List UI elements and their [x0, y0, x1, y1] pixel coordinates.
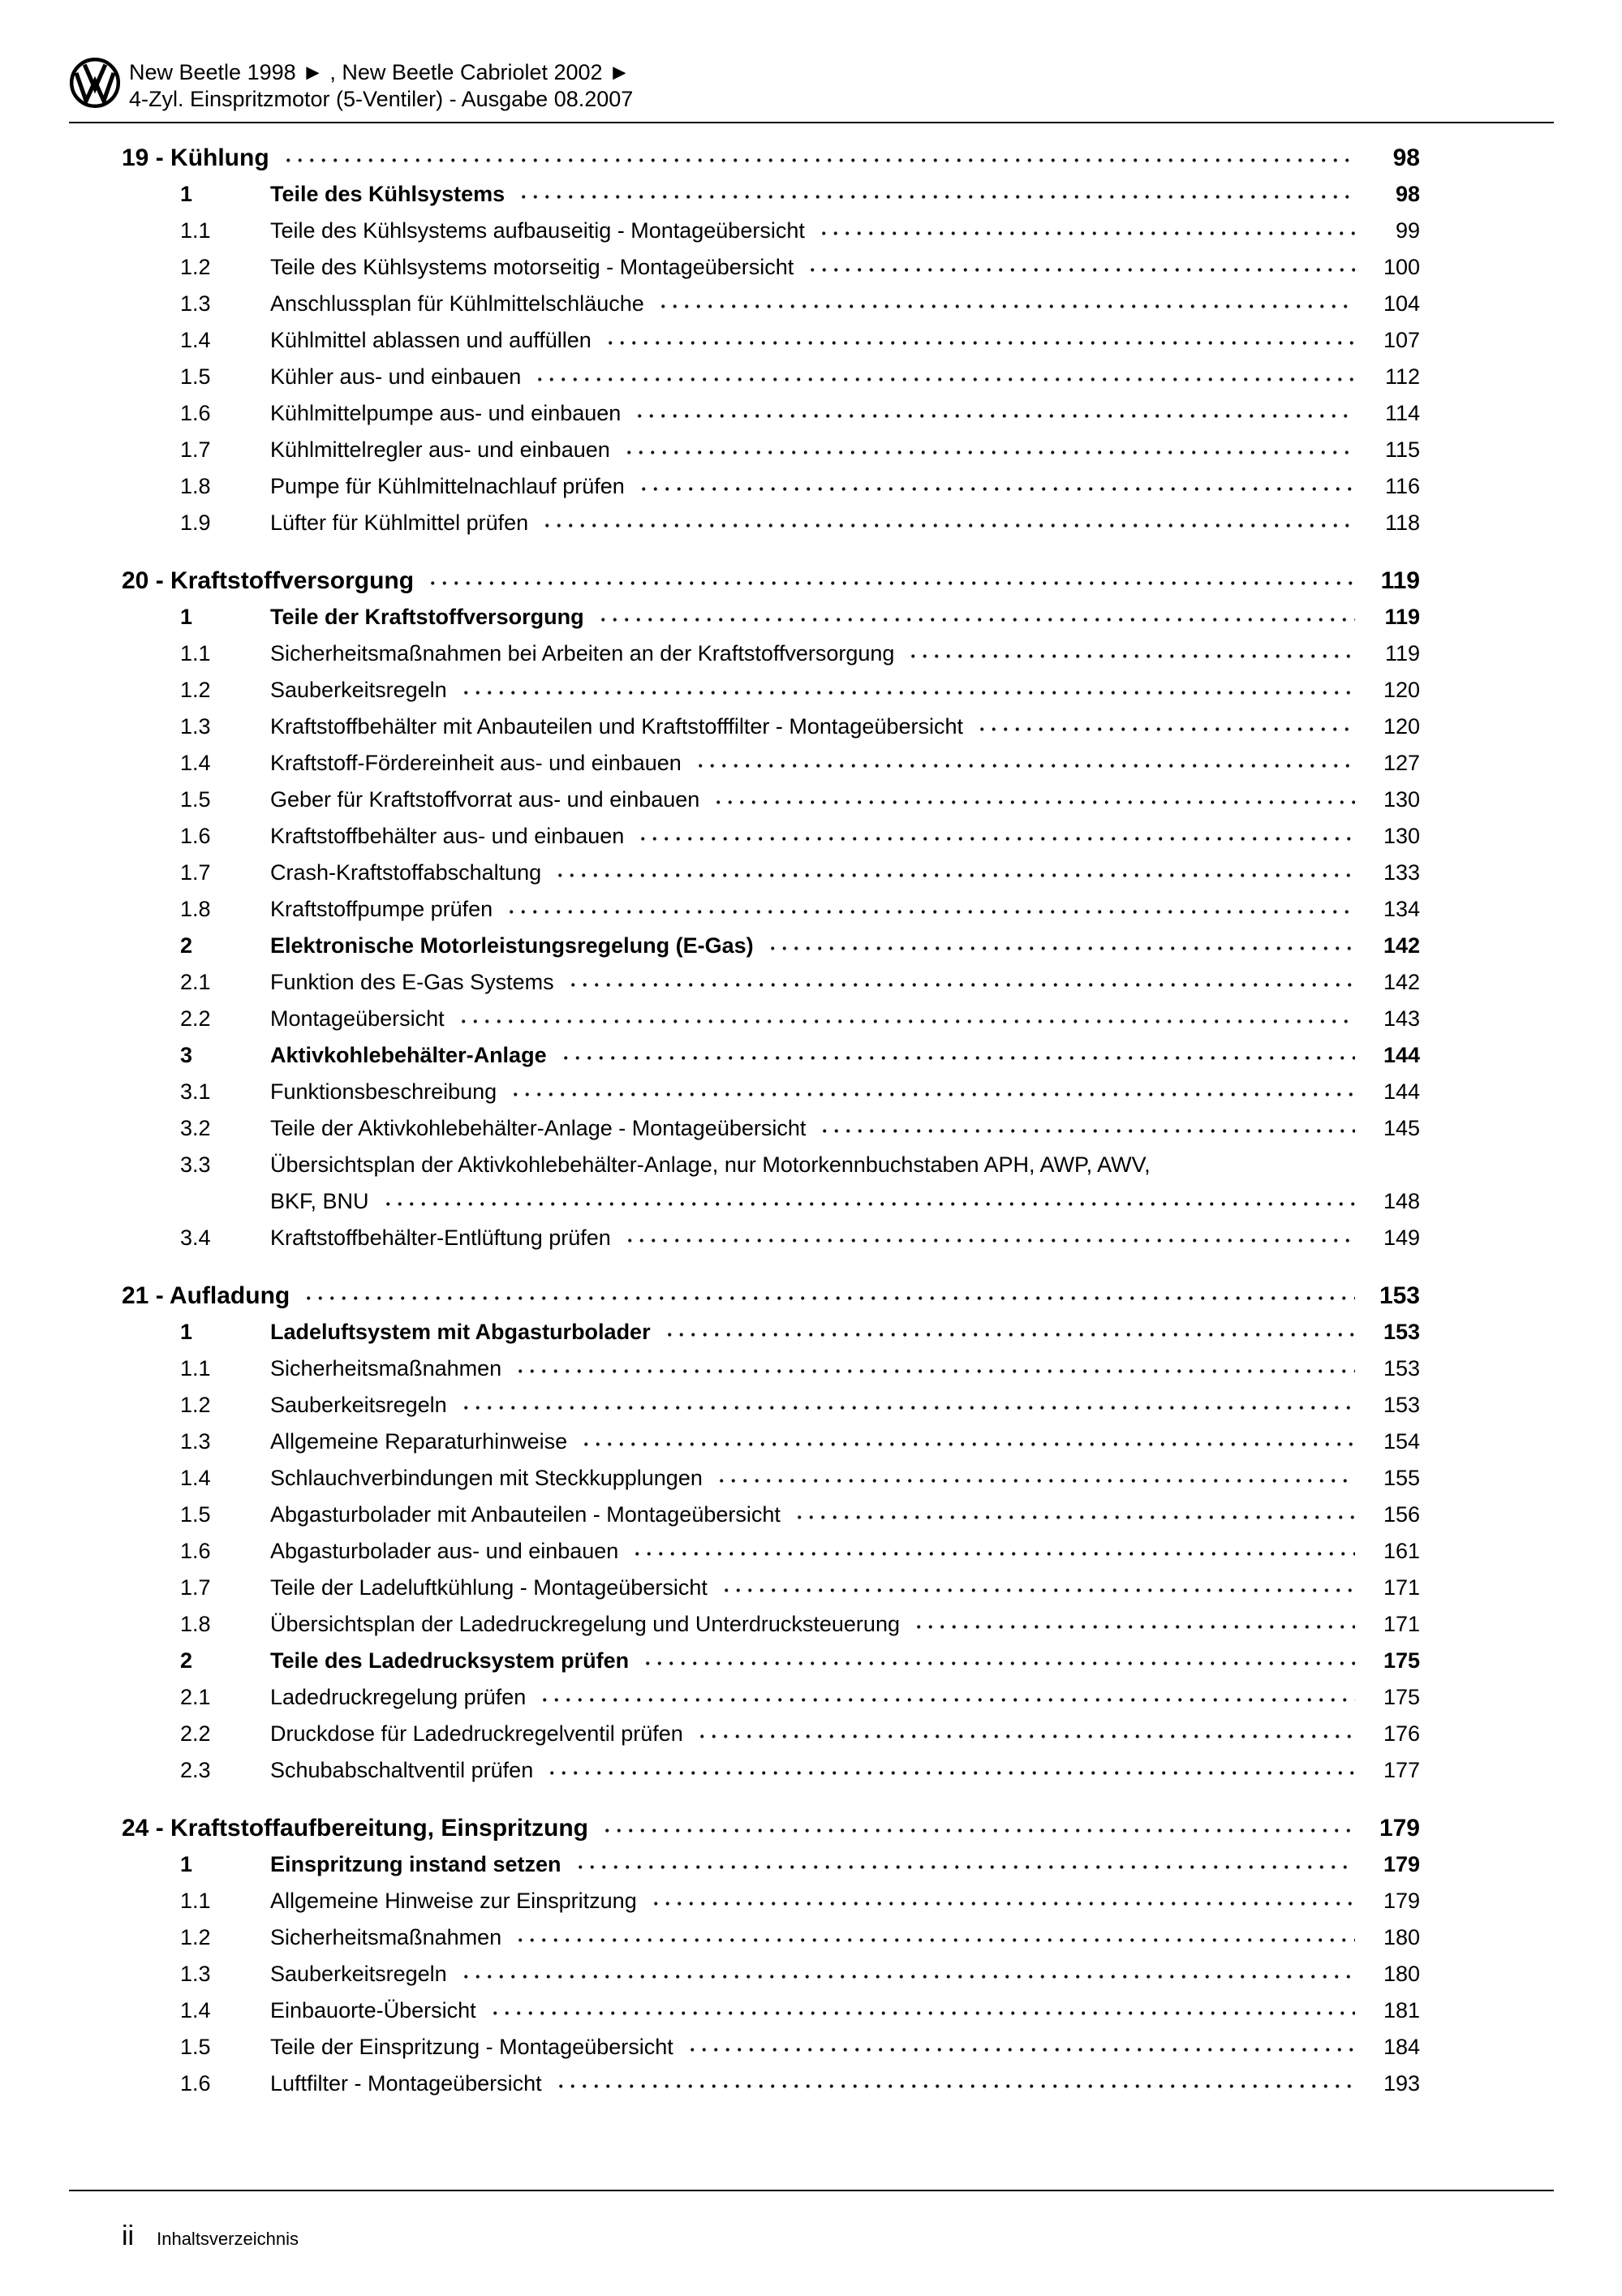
- dot-leader: [717, 1570, 1355, 1606]
- entry-number: 1.2: [180, 255, 211, 279]
- toc-entry-row: [122, 286, 1420, 322]
- entry-number: 3.4: [180, 1226, 211, 1250]
- entry-page: 116: [1384, 474, 1420, 498]
- entry-number: 1.7: [180, 437, 211, 462]
- dot-leader: [543, 1752, 1355, 1789]
- entry-title: Luftfilter - Montageübersicht: [270, 2071, 542, 2096]
- entry-number: 2.2: [180, 1721, 211, 1746]
- entry-number: 2.1: [180, 1685, 211, 1709]
- entry-title: Sicherheitsmaßnahmen: [270, 1925, 502, 1949]
- toc-entry-row: [122, 1919, 1420, 1956]
- dot-leader: [630, 395, 1355, 432]
- entry-page: 99: [1395, 218, 1420, 243]
- entry-page: 153: [1383, 1393, 1420, 1417]
- entry-number: 1.1: [180, 641, 211, 666]
- chapter-page: 98: [1392, 144, 1420, 171]
- entry-page: 148: [1383, 1189, 1420, 1213]
- entry-page: 153: [1383, 1356, 1420, 1381]
- dot-leader: [709, 782, 1355, 818]
- entry-title: Kühlmittelpumpe aus- und einbauen: [270, 401, 622, 425]
- entry-page: 130: [1383, 787, 1420, 812]
- dot-leader: [486, 1992, 1355, 2029]
- entry-number: 2.1: [180, 970, 211, 994]
- entry-title: BKF, BNU: [270, 1189, 369, 1213]
- dot-leader: [693, 1716, 1355, 1752]
- entry-title: Einbauorte-Übersicht: [270, 1998, 476, 2022]
- entry-page: 107: [1383, 328, 1420, 352]
- entry-number: 1.1: [180, 1889, 211, 1913]
- entry-number: 1: [180, 605, 193, 629]
- entry-number: 1: [180, 1852, 193, 1876]
- entry-page: 171: [1383, 1575, 1420, 1600]
- toc-entry-row: [122, 964, 1420, 1001]
- toc-entry-row: [122, 1147, 1420, 1183]
- entry-title: Teile der Aktivkohlebehälter-Anlage - Montageübersicht: [270, 1116, 807, 1140]
- chapter-page: 119: [1380, 567, 1420, 594]
- entry-number-spacer: [180, 1183, 270, 1220]
- entry-title: Teile des Kühlsystems: [270, 182, 506, 206]
- entry-number: 1.5: [180, 787, 211, 812]
- entry-number: 1.2: [180, 678, 211, 702]
- dot-leader: [691, 745, 1355, 782]
- entry-page: 193: [1383, 2071, 1420, 2096]
- dot-leader: [557, 1037, 1355, 1074]
- entry-page: 156: [1383, 1502, 1420, 1527]
- chapter-page: 179: [1379, 1815, 1420, 1842]
- dot-leader: [511, 1350, 1355, 1387]
- entry-page: 181: [1383, 1998, 1420, 2022]
- dot-leader: [551, 855, 1355, 891]
- toc-chapter-row: [122, 140, 1420, 176]
- entry-number: 2: [180, 933, 193, 958]
- page-header: [69, 57, 1554, 123]
- toc-entry-row: [122, 1992, 1420, 2029]
- entry-page: 175: [1383, 1685, 1420, 1709]
- entry-number: 1: [180, 1320, 193, 1344]
- chapter-page: 153: [1379, 1282, 1420, 1309]
- toc-entry-row: [122, 468, 1420, 505]
- entry-page: 171: [1383, 1612, 1420, 1636]
- dot-leader: [815, 213, 1355, 249]
- dot-leader: [506, 1074, 1355, 1110]
- entry-title: Aktivkohlebehälter-Anlage: [270, 1043, 547, 1067]
- page-footer: [69, 2190, 1554, 2252]
- entry-title: Schlauchverbindungen mit Steckkupplungen: [270, 1466, 703, 1490]
- entry-title: Ladeluftsystem mit Abgasturbolader: [270, 1320, 651, 1344]
- toc-entry-row: [122, 1460, 1420, 1497]
- entry-number: 1.9: [180, 510, 211, 535]
- dot-leader: [815, 1110, 1355, 1147]
- toc-entry-row: [122, 818, 1420, 855]
- entry-number: 1.2: [180, 1393, 211, 1417]
- dot-leader: [621, 1220, 1355, 1256]
- dot-leader: [577, 1424, 1355, 1460]
- dot-leader: [764, 928, 1355, 964]
- chapter-title: 20 - Kraftstoffversorgung: [122, 567, 415, 594]
- toc-entry-row: [122, 249, 1420, 286]
- toc-entry-row: [122, 395, 1420, 432]
- entry-page: 119: [1384, 641, 1420, 666]
- entry-title: Pumpe für Kühlmittelnachlauf prüfen: [270, 474, 625, 498]
- entry-number: 1.4: [180, 328, 211, 352]
- entry-page: 104: [1383, 291, 1420, 316]
- dot-leader: [635, 468, 1355, 505]
- entry-title: Funktionsbeschreibung: [270, 1079, 497, 1104]
- toc-chapter: [122, 562, 1420, 1256]
- toc-entry-continuation-row: [122, 1183, 1420, 1220]
- toc-entry-row: [122, 359, 1420, 395]
- dot-leader: [538, 505, 1355, 541]
- toc-entry-row: [122, 1570, 1420, 1606]
- entry-page: 155: [1383, 1466, 1420, 1490]
- entry-number: 2.2: [180, 1006, 211, 1031]
- entry-number: 1.6: [180, 401, 211, 425]
- dot-leader: [424, 562, 1355, 599]
- entry-title: Kraftstoffbehälter aus- und einbauen: [270, 824, 625, 848]
- toc-entry-row: [122, 1424, 1420, 1460]
- entry-page: 175: [1383, 1648, 1420, 1673]
- entry-number: 1.3: [180, 714, 211, 739]
- entry-page: 143: [1383, 1006, 1420, 1031]
- entry-title: Montageübersicht: [270, 1006, 445, 1031]
- entry-number: 1.6: [180, 824, 211, 848]
- toc-entry-row: [122, 709, 1420, 745]
- toc-chapter: [122, 1277, 1420, 1789]
- entry-number: 3.2: [180, 1116, 211, 1140]
- dot-leader: [660, 1314, 1355, 1350]
- entry-title: Kühlmittelregler aus- und einbauen: [270, 437, 610, 462]
- dot-leader: [601, 322, 1355, 359]
- entry-page: 142: [1383, 970, 1420, 994]
- entry-page: 133: [1383, 860, 1420, 885]
- entry-title: Übersichtsplan der Ladedruckregelung und Unterdrucksteuerung: [270, 1612, 900, 1636]
- toc-entry-row: [122, 322, 1420, 359]
- entry-number: 1.4: [180, 1998, 211, 2022]
- toc-entry-row: [122, 1956, 1420, 1992]
- toc-entry-row: [122, 176, 1420, 213]
- entry-title: Lüfter für Kühlmittel prüfen: [270, 510, 529, 535]
- header-divider: [69, 122, 1554, 123]
- entry-number: 1.8: [180, 474, 211, 498]
- toc-entry-row: [122, 1606, 1420, 1643]
- entry-page: 177: [1383, 1758, 1420, 1782]
- entry-title: Anschlussplan für Kühlmittelschläuche: [270, 291, 644, 316]
- chapter-title: 21 - Aufladung: [122, 1282, 290, 1309]
- entry-title: Sauberkeitsregeln: [270, 1393, 447, 1417]
- toc-entry-row: [122, 1220, 1420, 1256]
- toc-chapter-row: [122, 1277, 1420, 1314]
- entry-number: 1.5: [180, 1502, 211, 1527]
- entry-page: 114: [1384, 401, 1420, 425]
- dot-leader: [531, 359, 1355, 395]
- toc-entry-row: [122, 891, 1420, 928]
- entry-page: 180: [1383, 1962, 1420, 1986]
- toc-chapter-row: [122, 562, 1420, 599]
- dot-leader: [654, 286, 1355, 322]
- entry-page: 120: [1383, 678, 1420, 702]
- entry-page: 184: [1383, 2035, 1420, 2059]
- entry-page: 161: [1383, 1539, 1420, 1563]
- dot-leader: [639, 1643, 1355, 1679]
- footer-label: Inhaltsverzeichnis: [157, 2229, 299, 2249]
- entry-number: 1.3: [180, 1429, 211, 1454]
- toc: [122, 140, 1420, 2102]
- entry-title: Einspritzung instand setzen: [270, 1852, 561, 1876]
- chapter-title: 24 - Kraftstoffaufbereitung, Einspritzung: [122, 1815, 589, 1842]
- entry-page: 154: [1383, 1429, 1420, 1454]
- entry-number: 1.4: [180, 1466, 211, 1490]
- entry-number: 3.3: [180, 1152, 211, 1177]
- entry-page: 145: [1383, 1116, 1420, 1140]
- entry-title: Teile der Ladeluftkühlung - Montageübersicht: [270, 1575, 708, 1600]
- entry-title: Sicherheitsmaßnahmen bei Arbeiten an der Kraftstoffversorgung: [270, 641, 895, 666]
- entry-title: Kühlmittel ablassen und auffüllen: [270, 328, 592, 352]
- entry-number: 1.5: [180, 364, 211, 389]
- dot-leader: [973, 709, 1355, 745]
- entry-page: 144: [1383, 1043, 1420, 1067]
- entry-page: 149: [1383, 1226, 1420, 1250]
- footer-page-number: ii: [122, 2221, 135, 2251]
- dot-leader: [299, 1277, 1355, 1314]
- dot-leader: [571, 1846, 1355, 1883]
- toc-entry-row: [122, 1037, 1420, 1074]
- entry-page: 98: [1395, 182, 1420, 206]
- entry-page: 179: [1383, 1889, 1420, 1913]
- entry-number: 1.8: [180, 897, 211, 921]
- entry-number: 1.3: [180, 291, 211, 316]
- entry-page: 127: [1383, 751, 1420, 775]
- entry-page: 130: [1383, 824, 1420, 848]
- entry-title: Teile der Einspritzung - Montageübersicht: [270, 2035, 673, 2059]
- dot-leader: [594, 599, 1355, 635]
- toc-entry-row: [122, 2029, 1420, 2066]
- entry-number: 1.6: [180, 2071, 211, 2096]
- toc-entry-row: [122, 1110, 1420, 1147]
- entry-title: Übersichtsplan der Aktivkohlebehälter-Anlage, nur Motorkennbuchstaben APH, AWP, AWV,: [270, 1152, 1151, 1177]
- toc-entry-row: [122, 2066, 1420, 2102]
- dot-leader: [628, 1533, 1355, 1570]
- toc-entry-row: [122, 1497, 1420, 1533]
- toc-entry-row: [122, 635, 1420, 672]
- entry-title: Elektronische Motorleistungsregelung (E-Gas): [270, 933, 754, 958]
- entry-title: Abgasturbolader mit Anbauteilen - Montageübersicht: [270, 1502, 781, 1527]
- dot-leader: [511, 1919, 1355, 1956]
- entry-title: Kraftstoffbehälter-Entlüftung prüfen: [270, 1226, 611, 1250]
- toc-entry-row: [122, 745, 1420, 782]
- entry-number: 1.1: [180, 218, 211, 243]
- toc-entry-row: [122, 928, 1420, 964]
- header-model-line: New Beetle 1998 ► , New Beetle Cabriolet 2002 ►: [129, 60, 630, 84]
- entry-page: 112: [1384, 364, 1420, 389]
- entry-page: 100: [1383, 255, 1420, 279]
- dot-leader: [454, 1001, 1355, 1037]
- dot-leader: [904, 635, 1355, 672]
- entry-number: 1.6: [180, 1539, 211, 1563]
- entry-title: Geber für Kraftstoffvorrat aus- und einbauen: [270, 787, 700, 812]
- toc-entry-row: [122, 1716, 1420, 1752]
- dot-leader: [457, 672, 1355, 709]
- entry-page: 142: [1383, 933, 1420, 958]
- header-engine-line: 4-Zyl. Einspritzmotor (5-Ventiler) - Ausgabe 08.2007: [129, 87, 634, 111]
- entry-title: Allgemeine Hinweise zur Einspritzung: [270, 1889, 637, 1913]
- entry-title: Kühler aus- und einbauen: [270, 364, 522, 389]
- entry-page: 153: [1383, 1320, 1420, 1344]
- entry-page: 180: [1383, 1925, 1420, 1949]
- entry-title: Kraftstoffbehälter mit Anbauteilen und Kraftstofffilter - Montageübersicht: [270, 714, 963, 739]
- toc-entry-row: [122, 213, 1420, 249]
- entry-number: 1.4: [180, 751, 211, 775]
- vw-logo-icon: [69, 57, 121, 109]
- dot-leader: [514, 176, 1355, 213]
- entry-title: Kraftstoff-Fördereinheit aus- und einbauen: [270, 751, 682, 775]
- entry-number: 3.1: [180, 1079, 211, 1104]
- dot-leader: [457, 1956, 1355, 1992]
- entry-number: 2.3: [180, 1758, 211, 1782]
- toc-entry-row: [122, 1314, 1420, 1350]
- entry-title: Sauberkeitsregeln: [270, 678, 447, 702]
- dot-leader: [803, 249, 1355, 286]
- entry-number: 1.2: [180, 1925, 211, 1949]
- entry-title: Sicherheitsmaßnahmen: [270, 1356, 502, 1381]
- toc-chapter: [122, 140, 1420, 541]
- entry-title: Allgemeine Reparaturhinweise: [270, 1429, 568, 1454]
- toc-entry-row: [122, 1533, 1420, 1570]
- entry-page: 118: [1384, 510, 1420, 535]
- dot-leader: [502, 891, 1355, 928]
- entry-number: 1.5: [180, 2035, 211, 2059]
- dot-leader: [552, 2066, 1355, 2102]
- entry-title: Crash-Kraftstoffabschaltung: [270, 860, 542, 885]
- entry-title: Funktion des E-Gas Systems: [270, 970, 554, 994]
- entry-number: 3: [180, 1043, 193, 1067]
- entry-page: 134: [1383, 897, 1420, 921]
- toc-entry-row: [122, 782, 1420, 818]
- dot-leader: [620, 432, 1355, 468]
- entry-number: 1.3: [180, 1962, 211, 1986]
- dot-leader: [279, 140, 1355, 176]
- entry-title: Kraftstoffpumpe prüfen: [270, 897, 493, 921]
- chapter-title: 19 - Kühlung: [122, 144, 269, 171]
- toc-entry-row: [122, 1846, 1420, 1883]
- toc-entry-row: [122, 1752, 1420, 1789]
- entry-title: Schubabschaltventil prüfen: [270, 1758, 534, 1782]
- toc-entry-row: [122, 672, 1420, 709]
- dot-leader: [564, 964, 1355, 1001]
- toc-entry-row: [122, 1679, 1420, 1716]
- dot-leader: [379, 1183, 1355, 1220]
- dot-leader: [910, 1606, 1355, 1643]
- entry-title: Teile des Ladedrucksystem prüfen: [270, 1648, 630, 1673]
- entry-number: 1.8: [180, 1612, 211, 1636]
- dot-leader: [712, 1460, 1355, 1497]
- entry-page: 115: [1384, 437, 1420, 462]
- toc-chapter: [122, 1810, 1420, 2102]
- toc-entry-row: [122, 855, 1420, 891]
- dot-leader: [790, 1497, 1355, 1533]
- toc-chapter-row: [122, 1810, 1420, 1846]
- dot-leader: [598, 1810, 1355, 1846]
- dot-leader: [536, 1679, 1355, 1716]
- entry-page: 179: [1383, 1852, 1420, 1876]
- toc-entry-row: [122, 1350, 1420, 1387]
- entry-number: 2: [180, 1648, 193, 1673]
- entry-title: Teile des Kühlsystems motorseitig - Montageübersicht: [270, 255, 794, 279]
- toc-entry-row: [122, 505, 1420, 541]
- dot-leader: [683, 2029, 1355, 2066]
- entry-page: 120: [1383, 714, 1420, 739]
- entry-title: Teile des Kühlsystems aufbauseitig - Montageübersicht: [270, 218, 805, 243]
- entry-page: 119: [1384, 605, 1420, 629]
- entry-title: Abgasturbolader aus- und einbauen: [270, 1539, 619, 1563]
- entry-title: Druckdose für Ladedruckregelventil prüfen: [270, 1721, 683, 1746]
- toc-entry-row: [122, 1387, 1420, 1424]
- entry-title: Sauberkeitsregeln: [270, 1962, 447, 1986]
- toc-entry-row: [122, 432, 1420, 468]
- entry-number: 1.7: [180, 860, 211, 885]
- toc-entry-row: [122, 1001, 1420, 1037]
- entry-page: 144: [1383, 1079, 1420, 1104]
- entry-title: Teile der Kraftstoffversorgung: [270, 605, 584, 629]
- dot-leader: [647, 1883, 1355, 1919]
- entry-number: 1.1: [180, 1356, 211, 1381]
- entry-number: 1.7: [180, 1575, 211, 1600]
- entry-page: 176: [1383, 1721, 1420, 1746]
- toc-entry-row: [122, 1883, 1420, 1919]
- entry-number: 1: [180, 182, 193, 206]
- toc-entry-row: [122, 1074, 1420, 1110]
- dot-leader: [457, 1387, 1355, 1424]
- entry-title: Ladedruckregelung prüfen: [270, 1685, 527, 1709]
- dot-leader: [634, 818, 1355, 855]
- toc-entry-row: [122, 599, 1420, 635]
- toc-entry-row: [122, 1643, 1420, 1679]
